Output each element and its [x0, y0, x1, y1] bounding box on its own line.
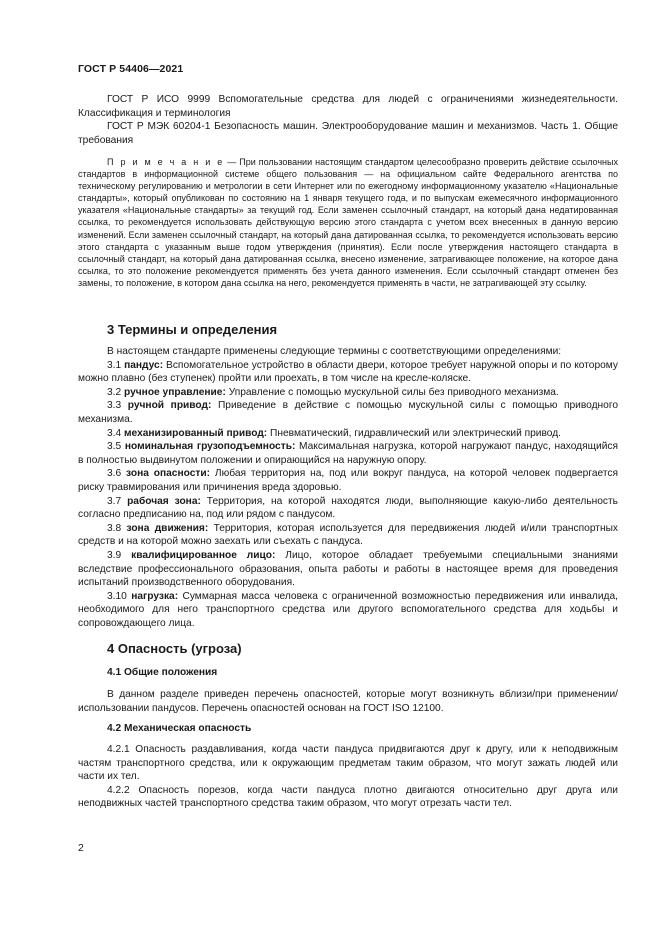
term-definition: Любая территория на, под или вокруг пандуса, на которой человек подвергается риску травмирования или причинения вреда здоровью. — [78, 468, 618, 493]
term-name: нагрузка: — [131, 590, 179, 602]
term-number: 3.6 — [107, 468, 127, 480]
term-name: номинальная грузоподъемность: — [124, 441, 296, 453]
term-number: 3.8 — [107, 522, 127, 534]
note-paragraph — [78, 156, 618, 289]
term-number: 3.10 — [107, 590, 132, 602]
section-4 — [78, 641, 618, 656]
term-item — [78, 495, 618, 522]
term-name: ручной привод: — [127, 400, 212, 412]
term-definition: Вспомогательное устройство в области двери, которое требует наружной опоры и по которому можно плавно (без ступенек) пройти или проехать, в том числе на кресле-коляске. — [78, 359, 618, 385]
section-3-title: 3 Термины и определения — [107, 322, 278, 337]
term-definition: Территория, на которой находятся люди, выполняющие какую-либо деятельность согласно предписанию на, под или рядом с пандусом. — [78, 495, 618, 521]
term-item — [78, 427, 618, 441]
paragraph: 4.2.1 Опасность раздавливания, когда части пандуса придвигаются друг к другу, или к неподвижным частям транспортного средства, или к окружающим предметам таким образом, что могут зажать людей или части их тел. — [78, 744, 618, 783]
page-number: 2 — [78, 842, 84, 854]
term-number: 3.3 — [107, 400, 128, 412]
document-header: ГОСТ Р 54406—2021 — [78, 63, 184, 75]
reference-item: ГОСТ Р МЭК 60204-1 Безопасность машин. Электрооборудование машин и механизмов. Часть 1. Общие требования — [78, 121, 618, 146]
term-definition: Суммарная масса человека с ограниченной возможностью передвижения или инвалида, необходимого для него транспортного средства или другого вспомогательного средства для ходьбы и сопровождающего лица. — [78, 590, 618, 629]
term-item — [78, 590, 618, 631]
term-number: 3.7 — [107, 495, 128, 507]
subsection-4-2-body — [78, 743, 618, 811]
subsection-4-1-title: 4.1 Общие положения — [107, 667, 218, 678]
note-block — [78, 156, 618, 289]
section-3 — [78, 322, 618, 337]
term-item — [78, 399, 618, 426]
term-name: рабочая зона: — [127, 495, 201, 507]
term-definition: Приведение в действие с помощью мускульной силы с помощью приводного механизма. — [78, 400, 619, 425]
note-label: П р и м е ч а н и е — [107, 157, 225, 167]
term-item — [78, 467, 618, 494]
term-number: 3.4 — [107, 427, 124, 439]
terms-intro: В настоящем стандарте применены следующие термины с соответствующими определениями: — [107, 346, 562, 357]
subsection-4-2 — [78, 723, 618, 734]
term-number: 3.1 — [107, 359, 125, 371]
references-block — [78, 93, 618, 147]
paragraph: 4.2.2 Опасность порезов, когда части пандуса плотно двигаются относительно друг друга или неподвижных частей транспортного средства таким образом, что могут отрезать части тел. — [78, 784, 618, 810]
term-item — [78, 440, 618, 467]
subsection-4-1-body — [78, 688, 618, 715]
term-name: зона движения: — [126, 522, 209, 534]
term-definition: Территория, которая используется для передвижения людей и/или транспортных средств и на которой можно заехать или съехать с пандуса. — [78, 522, 618, 548]
term-number: 3.2 — [107, 386, 124, 398]
note-text: — При пользовании настоящим стандартом целесообразно проверить действие ссылочных стандартов в информационной системе общего пользования — на официальном сайте Федерального агентства по техническому регулированию и метрологии в сети Интернет или по ежегодному информационному указателю «Национальные стандарты», который опубликован по состоянию на 1 января текущего года, и по выпускам ежемесячного информационного указателя «Национальные стандарты» за текущий год. Если заменен ссылочный стандарт, на который дана недатированная ссылка, то рекомендуется использовать действующую версию этого стандарта с учетом всех внесенных в данную версию изменений. Если заменен ссылочный стандарт, на который дана датированная ссылка, то рекомендуется использовать версию этого стандарта с указанным выше годом утверждения (принятия). Если после утверждения настоящего стандарта в ссылочный стандарт, на который дана датированная ссылка, внесено изменение, затрагивающее положение, на которое дана ссылка, то это положение рекомендуется применять без учета данного изменения. Если ссылочный стандарт отменен без замены, то положение, в котором дана ссылка на него, рекомендуется применять в части, не затрагивающей эту ссылку. — [78, 157, 618, 288]
section-4-title: 4 Опасность (угроза) — [107, 641, 242, 656]
term-item — [78, 386, 618, 400]
term-name: квалифицированное лицо: — [131, 549, 276, 561]
term-name: ручное управление: — [124, 386, 226, 398]
paragraph: В данном разделе приведен перечень опасностей, которые могут возникнуть вблизи/при применении/использовании пандусов. Перечень опасностей основан на ГОСТ ISO 12100. — [78, 689, 618, 714]
term-definition: Максимальная нагрузка, которой нагружают пандус, находящийся в полностью выдвинутом положении и опирающийся на наружную опору. — [78, 441, 618, 466]
term-name: зона опасности: — [126, 468, 211, 480]
term-item — [78, 359, 618, 386]
term-number: 3.9 — [107, 549, 132, 561]
term-definition: Управление с помощью мускульной силы без приводного механизма. — [225, 386, 559, 398]
term-name: пандус: — [124, 359, 164, 371]
term-name: механизированный привод: — [124, 427, 268, 439]
term-number: 3.5 — [107, 441, 125, 453]
term-definition: Пневматический, гидравлический или электрический привод. — [267, 427, 562, 439]
terms-list — [78, 345, 618, 630]
reference-item: ГОСТ Р ИСО 9999 Вспомогательные средства для людей с ограничениями жизнедеятельности. Классификация и терминология — [78, 94, 618, 119]
term-item — [78, 549, 618, 590]
subsection-4-2-title: 4.2 Механическая опасность — [107, 723, 252, 734]
term-item — [78, 522, 618, 549]
term-definition: Лицо, которое обладает требуемыми специальными знаниями вследствие профессионального образования, опыта работы и работы в настоящее время для проведения испытаний производственного оборудования. — [78, 549, 618, 589]
subsection-4-1 — [78, 667, 618, 678]
